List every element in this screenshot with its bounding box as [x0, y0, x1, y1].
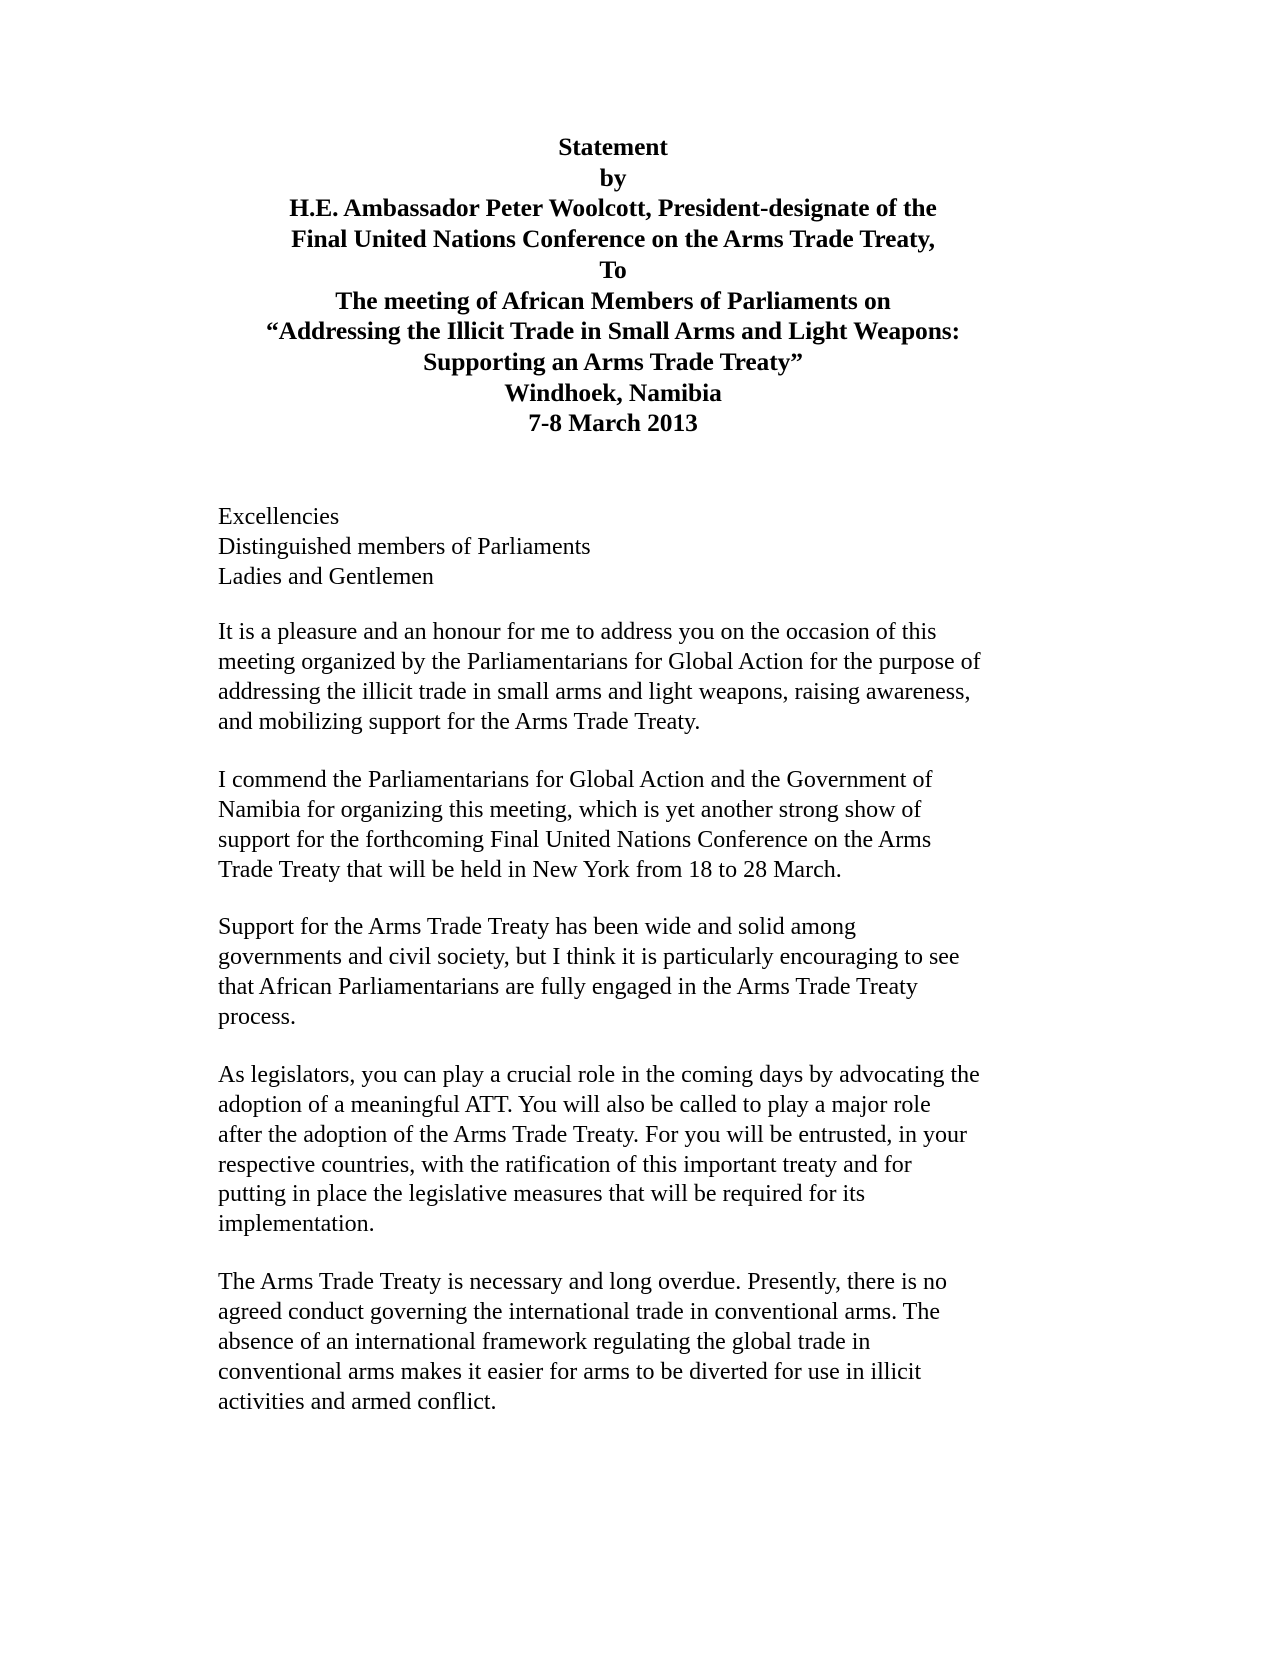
paragraph-line: addressing the illicit trade in small arms and light weapons, raising awareness,: [218, 679, 971, 706]
paragraph-line: support for the forthcoming Final United Nations Conference on the Arms: [218, 826, 932, 853]
paragraph-line: that African Parliamentarians are fully engaged in the Arms Trade Treaty: [218, 974, 918, 1001]
heading-line-statement: Statement: [558, 132, 668, 161]
paragraph-line: Trade Treaty that will be held in New York from 18 to 28 March.: [218, 856, 842, 883]
paragraph-4: [218, 1061, 1008, 1240]
paragraph-line: process.: [218, 1004, 296, 1031]
paragraph-line: conventional arms makes it easier for arms to be diverted for use in illicit: [218, 1358, 922, 1385]
heading-line-speaker: H.E. Ambassador Peter Woolcott, President-designate of the: [289, 193, 937, 223]
paragraph-line: agreed conduct governing the international trade in conventional arms. The: [218, 1299, 940, 1326]
paragraph-line: adoption of a meaningful ATT. You will also be called to play a major role: [218, 1091, 931, 1118]
salutation-line-ladies-gentlemen: Ladies and Gentlemen: [218, 563, 434, 590]
paragraph-line: Namibia for organizing this meeting, which is yet another strong show of: [218, 796, 922, 823]
paragraph-line: activities and armed conflict.: [218, 1388, 497, 1415]
paragraph-3: [218, 913, 1008, 1033]
paragraph-line: It is a pleasure and an honour for me to address you on the occasion of this: [218, 619, 937, 646]
paragraph-line: respective countries, with the ratification of this important treaty and for: [218, 1151, 912, 1178]
heading-line-topic-1: “Addressing the Illicit Trade in Small Arms and Light Weapons:: [266, 316, 960, 346]
paragraph-line: absence of an international framework regulating the global trade in: [218, 1328, 871, 1355]
paragraph-line: governments and civil society, but I think it is particularly encouraging to see: [218, 944, 960, 971]
salutation: [218, 503, 1008, 592]
paragraph-line: and mobilizing support for the Arms Trade Treaty.: [218, 709, 701, 736]
paragraph-line: after the adoption of the Arms Trade Treaty. For you will be entrusted, in your: [218, 1121, 968, 1148]
paragraph-2: [218, 766, 1008, 886]
paragraph-line: The Arms Trade Treaty is necessary and long overdue. Presently, there is no: [218, 1269, 947, 1296]
paragraph-1: [218, 618, 1008, 738]
heading-line-audience: The meeting of African Members of Parliaments on: [335, 285, 891, 315]
document-body: [218, 132, 1008, 1442]
salutation-line-members: Distinguished members of Parliaments: [218, 533, 591, 560]
heading-line-location: Windhoek, Namibia: [504, 377, 722, 407]
paragraph-line: putting in place the legislative measures that will be required for its: [218, 1181, 866, 1208]
heading-line-topic-2: Supporting an Arms Trade Treaty”: [423, 347, 803, 377]
paragraph-5: [218, 1268, 1008, 1417]
heading-line-date: 7-8 March 2013: [528, 408, 698, 438]
paragraph-line: implementation.: [218, 1211, 375, 1238]
heading-line-by: by: [599, 162, 627, 192]
salutation-line-excellencies: Excellencies: [218, 504, 340, 531]
paragraph-line: As legislators, you can play a crucial role in the coming days by advocating the: [218, 1061, 980, 1088]
paragraph-line: Support for the Arms Trade Treaty has been wide and solid among: [218, 914, 856, 941]
heading-line-to: To: [599, 254, 627, 284]
heading-line-conference: Final United Nations Conference on the Arms Trade Treaty,: [291, 224, 935, 254]
paragraph-line: meeting organized by the Parliamentarians for Global Action for the purpose of: [218, 649, 981, 676]
document-heading: [218, 132, 1008, 439]
paragraph-line: I commend the Parliamentarians for Global Action and the Government of: [218, 766, 933, 793]
